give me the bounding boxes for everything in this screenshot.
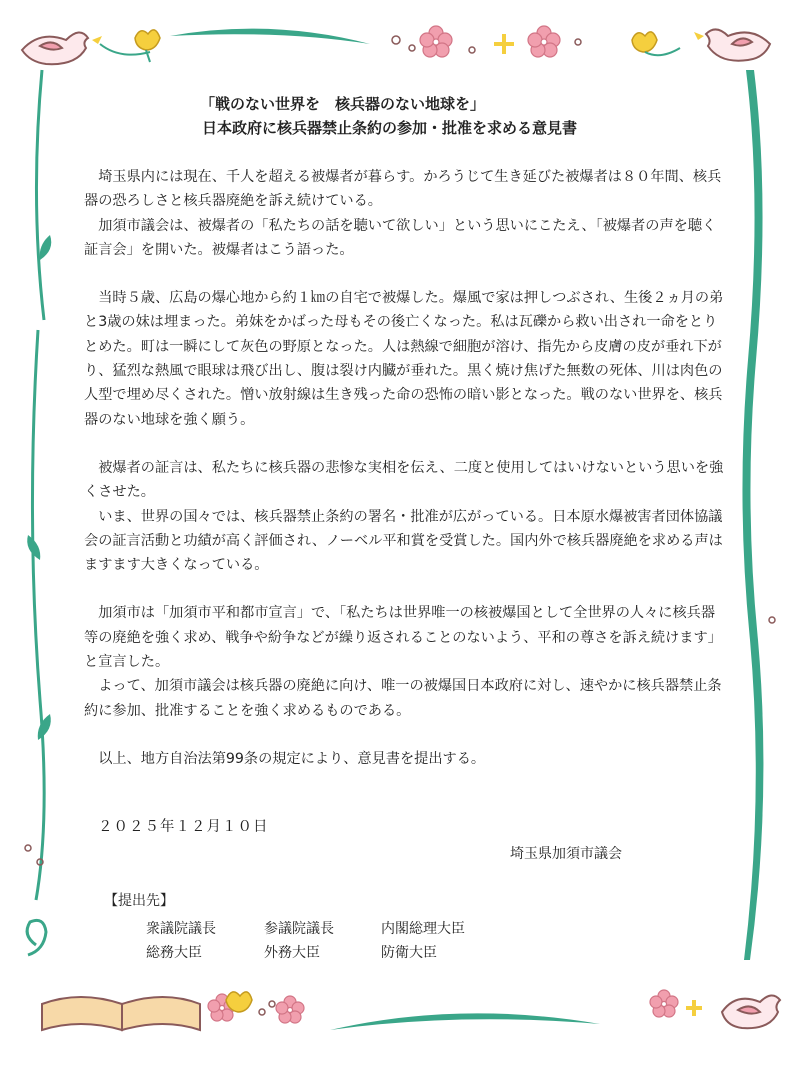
signature: 埼玉県加須市議会 xyxy=(510,846,622,862)
paragraph: よって、加須市議会は核兵器の廃絶に向け、唯一の被爆国日本政府に対し、速やかに核兵器禁止条約に参加、批准することを強く求めるものである。 xyxy=(84,678,722,719)
paragraph: 加須市は「加須市平和都市宣言」で、「私たちは世界唯一の核被爆国として全世界の人々に核兵器等の廃絶を強く求め、戦争や紛争などが繰り返されることのないよう、平和の尊さを訴え続けます」と宣言した。 xyxy=(84,605,722,671)
recipient: 衆議院議長 xyxy=(146,921,216,937)
document-body xyxy=(84,165,724,771)
title-line-1: 「戦のない世界を 核兵器のない地球を」 xyxy=(200,95,486,113)
recipient: 参議院議長 xyxy=(264,921,334,937)
paragraph: 当時５歳、広島の爆心地から約１㎞の自宅で被爆した。爆風で家は押しつぶされ、生後２ヵ月の弟と3歳の妹は埋まった。弟妹をかばった母もその後亡くなった。私は瓦礫から救い出され一命をとりとめた。町は一瞬にして灰色の野原となった。人は熱線で細胞が溶け、指先から皮膚の皮が垂れ下がり、猛烈な熱風で眼球は飛び出し、腹は裂け内臓が垂れた。黒く焼け焦げた無数の死体、川は肉色の人型で埋め尽くされた。憎い放射線は生き残った命の恐怖の暗い影となった。戦のない世界を、核兵器のない地球を強く願う。 xyxy=(84,290,724,428)
paragraph: 加須市議会は、被爆者の「私たちの話を聴いて欲しい」という思いにこたえ、「被爆者の声を聴く証言会」を開いた。被爆者はこう語った。 xyxy=(84,217,717,258)
recipient: 総務大臣 xyxy=(146,945,202,961)
paragraph: いま、世界の国々では、核兵器禁止条約の署名・批准が広がっている。日本原水爆被害者団体協議会の証言活動と功績が高く評価され、ノーベル平和賞を受賞した。国内外で核兵器廃絶を求める声はますます大きくなっている。 xyxy=(84,508,723,574)
document-date: ２０２５年１２月１０日 xyxy=(98,819,269,835)
paragraph: 被爆者の証言は、私たちに核兵器の悲惨な実相を伝え、二度と使用してはいけないという思いを強くさせた。 xyxy=(84,459,724,501)
paragraph: 埼玉県内には現在、千人を超える被爆者が暮らす。かろうじて生き延びた被爆者は８０年間、核兵器の恐ろしさと核兵器廃絶を訴え続けている。 xyxy=(84,169,722,210)
paragraph: 以上、地方自治法第99条の規定により、意見書を提出する。 xyxy=(98,750,486,767)
recipient: 内閣総理大臣 xyxy=(381,921,465,937)
document-title xyxy=(200,92,577,140)
recipient: 外務大臣 xyxy=(264,945,320,961)
recipient: 防衛大臣 xyxy=(381,945,437,961)
recipients-heading: 【提出先】 xyxy=(104,893,174,909)
title-line-2: 日本政府に核兵器禁止条約の参加・批准を求める意見書 xyxy=(202,119,578,137)
